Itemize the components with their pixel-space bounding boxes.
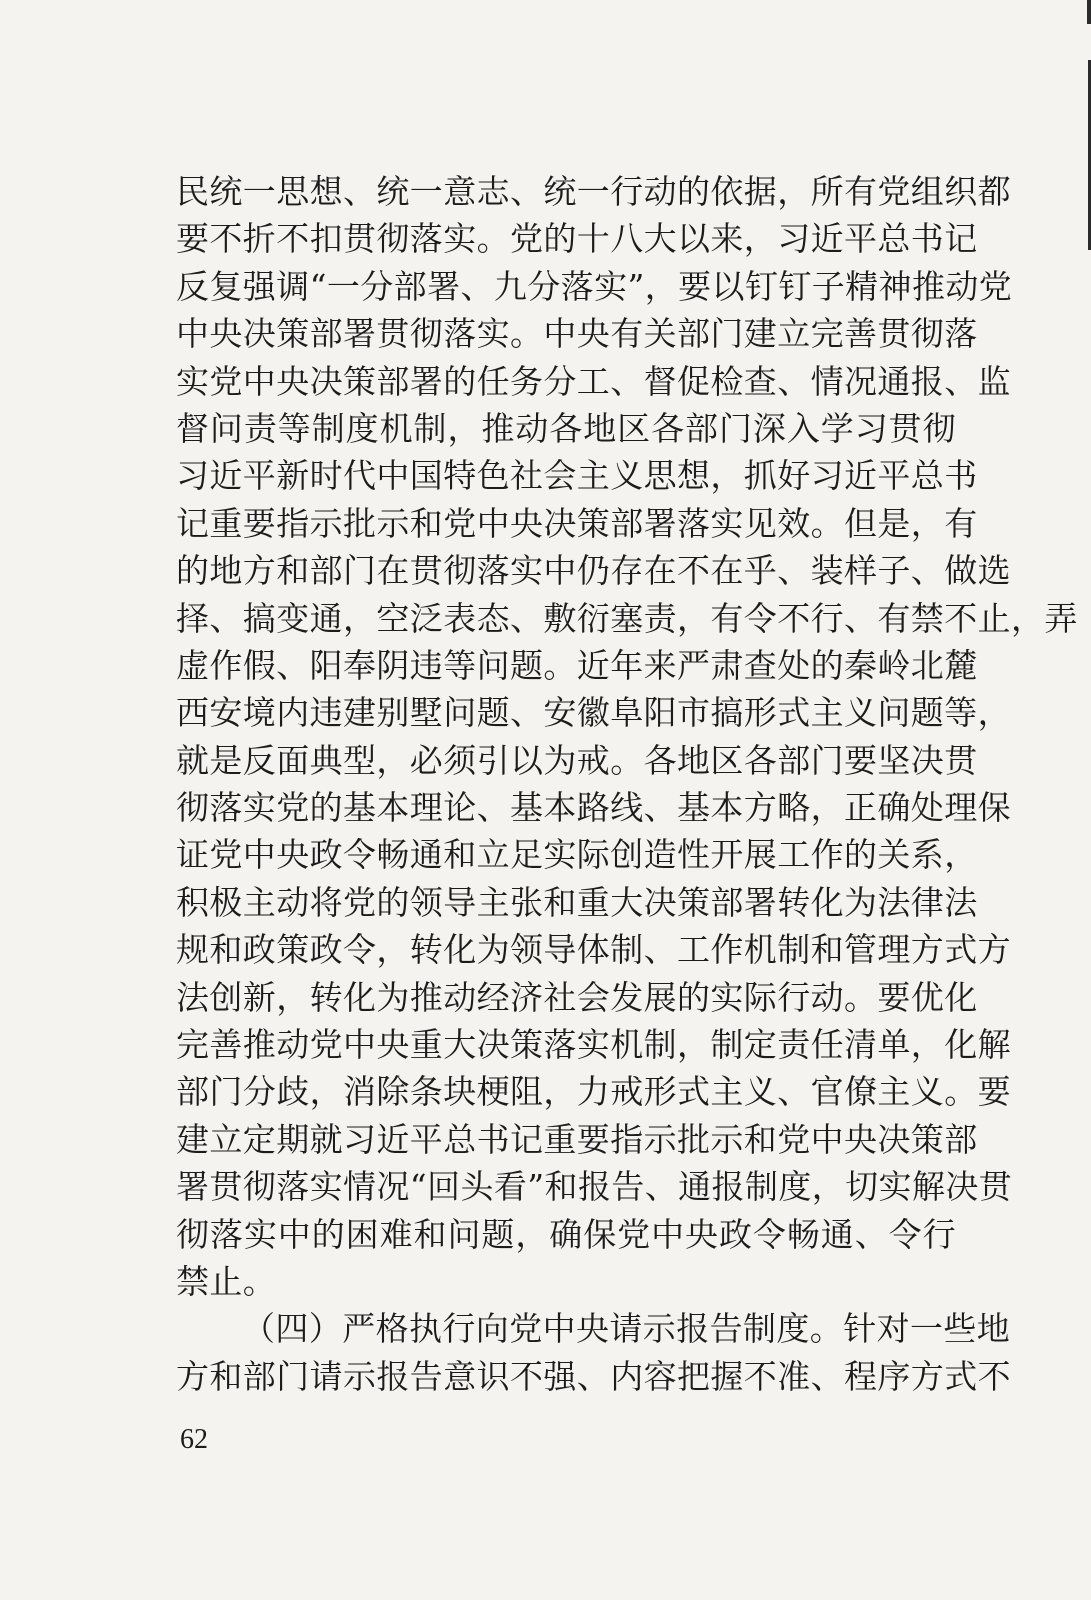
- text-line: 署贯彻落实情况“回头看”和报告、通报制度，切实解决贯: [176, 1167, 1013, 1207]
- binding-edge-mark: [1087, 0, 1091, 24]
- text-line: 方和部门请示报告意识不强、内容把握不准、程序方式不: [176, 1356, 1011, 1396]
- text-line: 要不折不扣贯彻落实。党的十八大以来，习近平总书记: [176, 219, 978, 259]
- text-line: 实党中央决策部署的任务分工、督促检查、情况通报、监: [176, 361, 1011, 401]
- text-line: 记重要指示批示和党中央决策部署落实见效。但是，有: [176, 503, 978, 543]
- text-line: 完善推动党中央重大决策落实机制，制定责任清单，化解: [176, 1025, 1011, 1065]
- text-line: 部门分歧，消除条块梗阻，力戒形式主义、官僚主义。要: [176, 1072, 1011, 1112]
- text-line: 就是反面典型，必须引以为戒。各地区各部门要坚决贯: [176, 740, 978, 780]
- text-line: 禁止。: [176, 1261, 277, 1301]
- text-line: 证党中央政令畅通和立足实际创造性开展工作的关系，: [176, 835, 978, 875]
- text-line: 反复强调“一分部署、九分落实”，要以钉钉子精神推动党: [176, 266, 1013, 306]
- text-line: 虚作假、阳奉阴违等问题。近年来严肃查处的秦岭北麓: [176, 645, 978, 685]
- text-line: 民统一思想、统一意志、统一行动的依据，所有党组织都: [176, 172, 1011, 211]
- text-line: 中央决策部署贯彻落实。中央有关部门建立完善贯彻落: [176, 314, 978, 354]
- text-line: 法创新，转化为推动经济社会发展的实际行动。要优化: [176, 977, 978, 1017]
- text-line: 彻落实党的基本理论、基本路线、基本方略，正确处理保: [176, 788, 1011, 828]
- page-number: 62: [180, 1424, 208, 1455]
- text-line: 督问责等制度机制，推动各地区各部门深入学习贯彻: [176, 408, 956, 448]
- section-heading-line: （四）严格执行向党中央请示报告制度。针对一些地: [242, 1309, 1011, 1349]
- text-line: 的地方和部门在贯彻落实中仍存在不在乎、装样子、做选: [176, 551, 1011, 591]
- text-line: 彻落实中的困难和问题，确保党中央政令畅通、令行: [176, 1214, 956, 1254]
- text-line: 积极主动将党的领导主张和重大决策部署转化为法律法: [176, 882, 978, 922]
- text-line: 规和政策政令，转化为领导体制、工作机制和管理方式方: [176, 930, 1011, 970]
- text-line: 习近平新时代中国特色社会主义思想，抓好习近平总书: [176, 456, 978, 496]
- text-line: 西安境内违建别墅问题、安徽阜阳市搞形式主义问题等，: [176, 693, 1011, 733]
- text-line: 建立定期就习近平总书记重要指示批示和党中央决策部: [176, 1119, 978, 1159]
- body-text: [176, 168, 1078, 1400]
- text-line: 择、搞变通，空泛表态、敷衍塞责，有令不行、有禁不止，弄: [176, 598, 1078, 638]
